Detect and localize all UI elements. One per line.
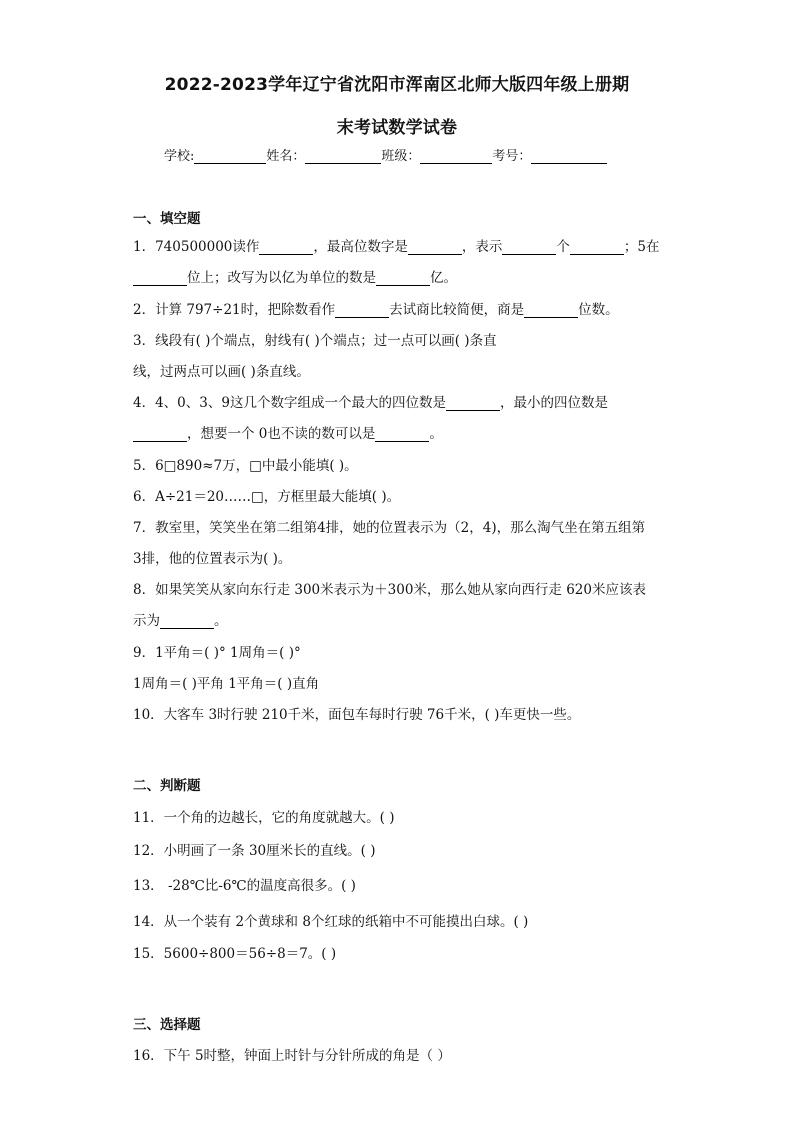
name-blank[interactable] (305, 149, 381, 164)
question-10: 10．大客车 3时行驶 210千米，面包车每时行驶 76千米，( )车更快一些。 (133, 707, 581, 723)
name-label: 姓名： (266, 149, 306, 164)
class-label: 班级： (381, 149, 421, 164)
exam-title-line-1: 2022-2023学年辽宁省沈阳市浑南区北师大版四年级上册期 (164, 75, 630, 95)
class-blank[interactable] (420, 149, 492, 164)
answer-blank[interactable] (133, 271, 187, 286)
answer-blank[interactable] (502, 240, 556, 255)
exam-number-label: 考号： (492, 149, 532, 164)
question-7-line-1: 7．教室里，笑笑坐在第二组第4排，她的位置表示为（2，4)，那么淘气坐在第五组第 (133, 520, 646, 536)
question-6: 6．A÷21＝20……□，方框里最大能填( )。 (133, 489, 401, 505)
question-2: 2．计算 797÷21时，把除数看作 去试商比较简便，商是 位数。 (133, 302, 619, 318)
question-1-line-1: 1．740500000读作 ，最高位数字是 ，表示 个 ；5在 (133, 239, 660, 255)
answer-blank[interactable] (408, 240, 462, 255)
school-blank[interactable] (194, 149, 266, 164)
question-7-line-2: 3排，他的位置表示为( )。 (133, 551, 292, 567)
question-14: 14．从一个装有 2个黄球和 8个红球的纸箱中不可能摸出白球。( ) (133, 914, 529, 930)
question-15: 15．5600÷800＝56÷8＝7。( ) (133, 946, 337, 962)
answer-blank[interactable] (376, 271, 430, 286)
answer-blank[interactable] (133, 427, 187, 442)
answer-blank[interactable] (160, 614, 214, 629)
answer-blank[interactable] (335, 303, 389, 318)
answer-blank[interactable] (524, 303, 578, 318)
school-label: 学校: (164, 149, 195, 164)
answer-blank[interactable] (446, 396, 500, 411)
question-3-line-1: 3．线段有( )个端点，射线有( )个端点；过一点可以画( )条直 (133, 333, 497, 349)
question-9-line-2: 1周角＝( )平角 1平角＝( )直角 (133, 676, 320, 692)
student-info-row (164, 145, 607, 164)
question-8-line-1: 8．如果笑笑从家向东行走 300米表示为＋300米，那么她从家向西行走 620米应该表 (133, 582, 646, 598)
question-13: 13． -28℃比-6℃的温度高很多。( ) (133, 878, 356, 894)
question-5: 5．6□890≈7万，□中最小能填( )。 (133, 458, 358, 474)
question-12: 12．小明画了一条 30厘米长的直线。( ) (133, 843, 376, 859)
question-4-line-2: ，想要一个 0也不读的数可以是 。 (133, 422, 443, 442)
question-8-line-2: 示为 。 (133, 613, 228, 629)
question-3-line-2: 线，过两点可以画( )条直线。 (133, 364, 310, 380)
question-11: 11．一个角的边越长，它的角度就越大。( ) (133, 810, 395, 826)
exam-number-blank[interactable] (531, 149, 607, 164)
question-9-line-1: 9．1平角＝( )° 1周角＝( )° (133, 645, 301, 661)
question-4-line-1: 4．4、0、3、9这几个数字组成一个最大的四位数是 ，最小的四位数是 (133, 395, 608, 411)
section-true-false: 二、判断题 (133, 778, 201, 794)
question-1-line-2: 位上；改写为以亿为单位的数是 亿。 (133, 266, 457, 286)
exam-title-line-2: 末考试数学试卷 (336, 118, 458, 138)
answer-blank[interactable] (375, 427, 429, 442)
answer-blank[interactable] (259, 240, 313, 255)
section-multiple-choice: 三、选择题 (133, 1017, 201, 1033)
section-fill-in: 一、填空题 (133, 211, 201, 227)
answer-blank[interactable] (570, 240, 624, 255)
question-16: 16．下午 5时整，钟面上时针与分针所成的角是（ ） (133, 1048, 451, 1064)
